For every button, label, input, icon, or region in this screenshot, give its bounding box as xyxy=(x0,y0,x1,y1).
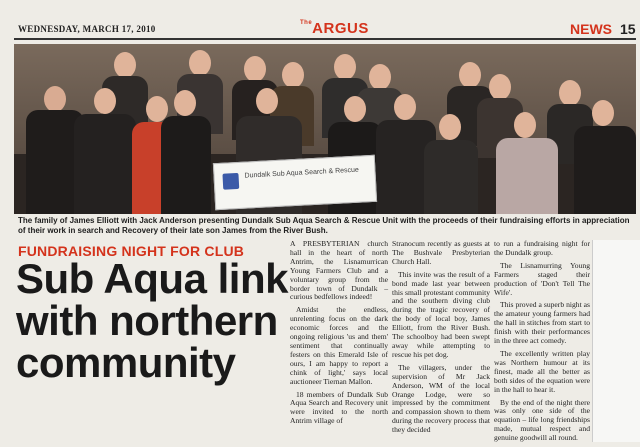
presentation-cheque xyxy=(213,155,377,210)
article-column-2 xyxy=(392,240,490,439)
paragraph: The Lisnamurring Young Farmers staged their production of 'Don't Tell The Wife'. xyxy=(494,260,590,297)
photo-caption: The family of James Elliott with Jack Anderson presenting Dundalk Sub Aqua Search & Rescue Unit with the proceeds of their fundraising efforts in appreciation of their work in search and Recovery of their late son James from the River Bush. xyxy=(18,216,630,235)
paragraph: to run a fundraising night for the Dundalk group. xyxy=(494,239,590,257)
article-kicker: FUNDRAISING NIGHT FOR CLUB xyxy=(18,243,245,259)
article-column-1 xyxy=(290,240,388,430)
bank-logo-icon xyxy=(222,173,239,190)
section-label: NEWS xyxy=(570,21,612,37)
adjacent-ad-space xyxy=(592,240,640,442)
paragraph: This invite was the result of a bond made last year between this small protestant community and the southern diving club during the tragic recovery of the body of local boy, James Elliott, from the River Bush. The schoolboy had been swept away while attempting to rescue his pet dog. xyxy=(392,269,490,359)
page-header xyxy=(0,0,640,40)
paragraph: The excellently written play was Northern humour at its finest, made all the better as both sides of the equation were in the hall to hear it. xyxy=(494,348,590,394)
header-divider xyxy=(14,38,636,40)
paragraph: By the end of the night there was only one side of the equation – life long friendships made, mutual respect and genuine goodwill all round. xyxy=(494,397,590,443)
masthead-title: ARGUS xyxy=(312,20,369,37)
issue-date: WEDNESDAY, MARCH 17, 2010 xyxy=(18,24,156,34)
masthead-logo xyxy=(300,20,369,37)
paragraph: A PRESBYTERIAN church hall in the heart of north Antrim, the Lisnamurrican Young Farmers Club and a voluntary group from the border town of Dundalk – curious bedfellows indeed! xyxy=(290,239,388,302)
paragraph: Amidst the endless, unrelenting focus on the dark economic forces and the ongoing religious 'us and them' sentiment that continually festers on this Emerald Isle of ours, I am happy to report a chink of light,' says local auctioneer Tiernan Mallon. xyxy=(290,305,388,386)
article-column-3 xyxy=(494,240,590,447)
paragraph: This proved a superb night as the amateur young farmers had the hall in stitches from start to finish with their performances in the three act comedy. xyxy=(494,300,590,346)
cheque-text: Dundalk Sub Aqua Search & Rescue xyxy=(244,166,360,180)
article-headline: Sub Aqua link with northern community xyxy=(16,255,288,386)
paragraph: The villagers, under the supervision of Mr Jack Anderson, WM of the local Orange Lodge, were so impressed by the commitment and compassion shown to them during the recovery process that they decided xyxy=(392,362,490,435)
paragraph: 18 members of Dundalk Sub Aqua Search and Recovery unit were invited to the north Antrim village of xyxy=(290,389,388,426)
masthead-prefix: The xyxy=(300,20,313,26)
paragraph: Stranocum recently as guests at The Bushvale Presbyterian Church Hall. xyxy=(392,239,490,266)
page-number: 15 xyxy=(620,21,636,37)
group-photo xyxy=(14,44,636,214)
